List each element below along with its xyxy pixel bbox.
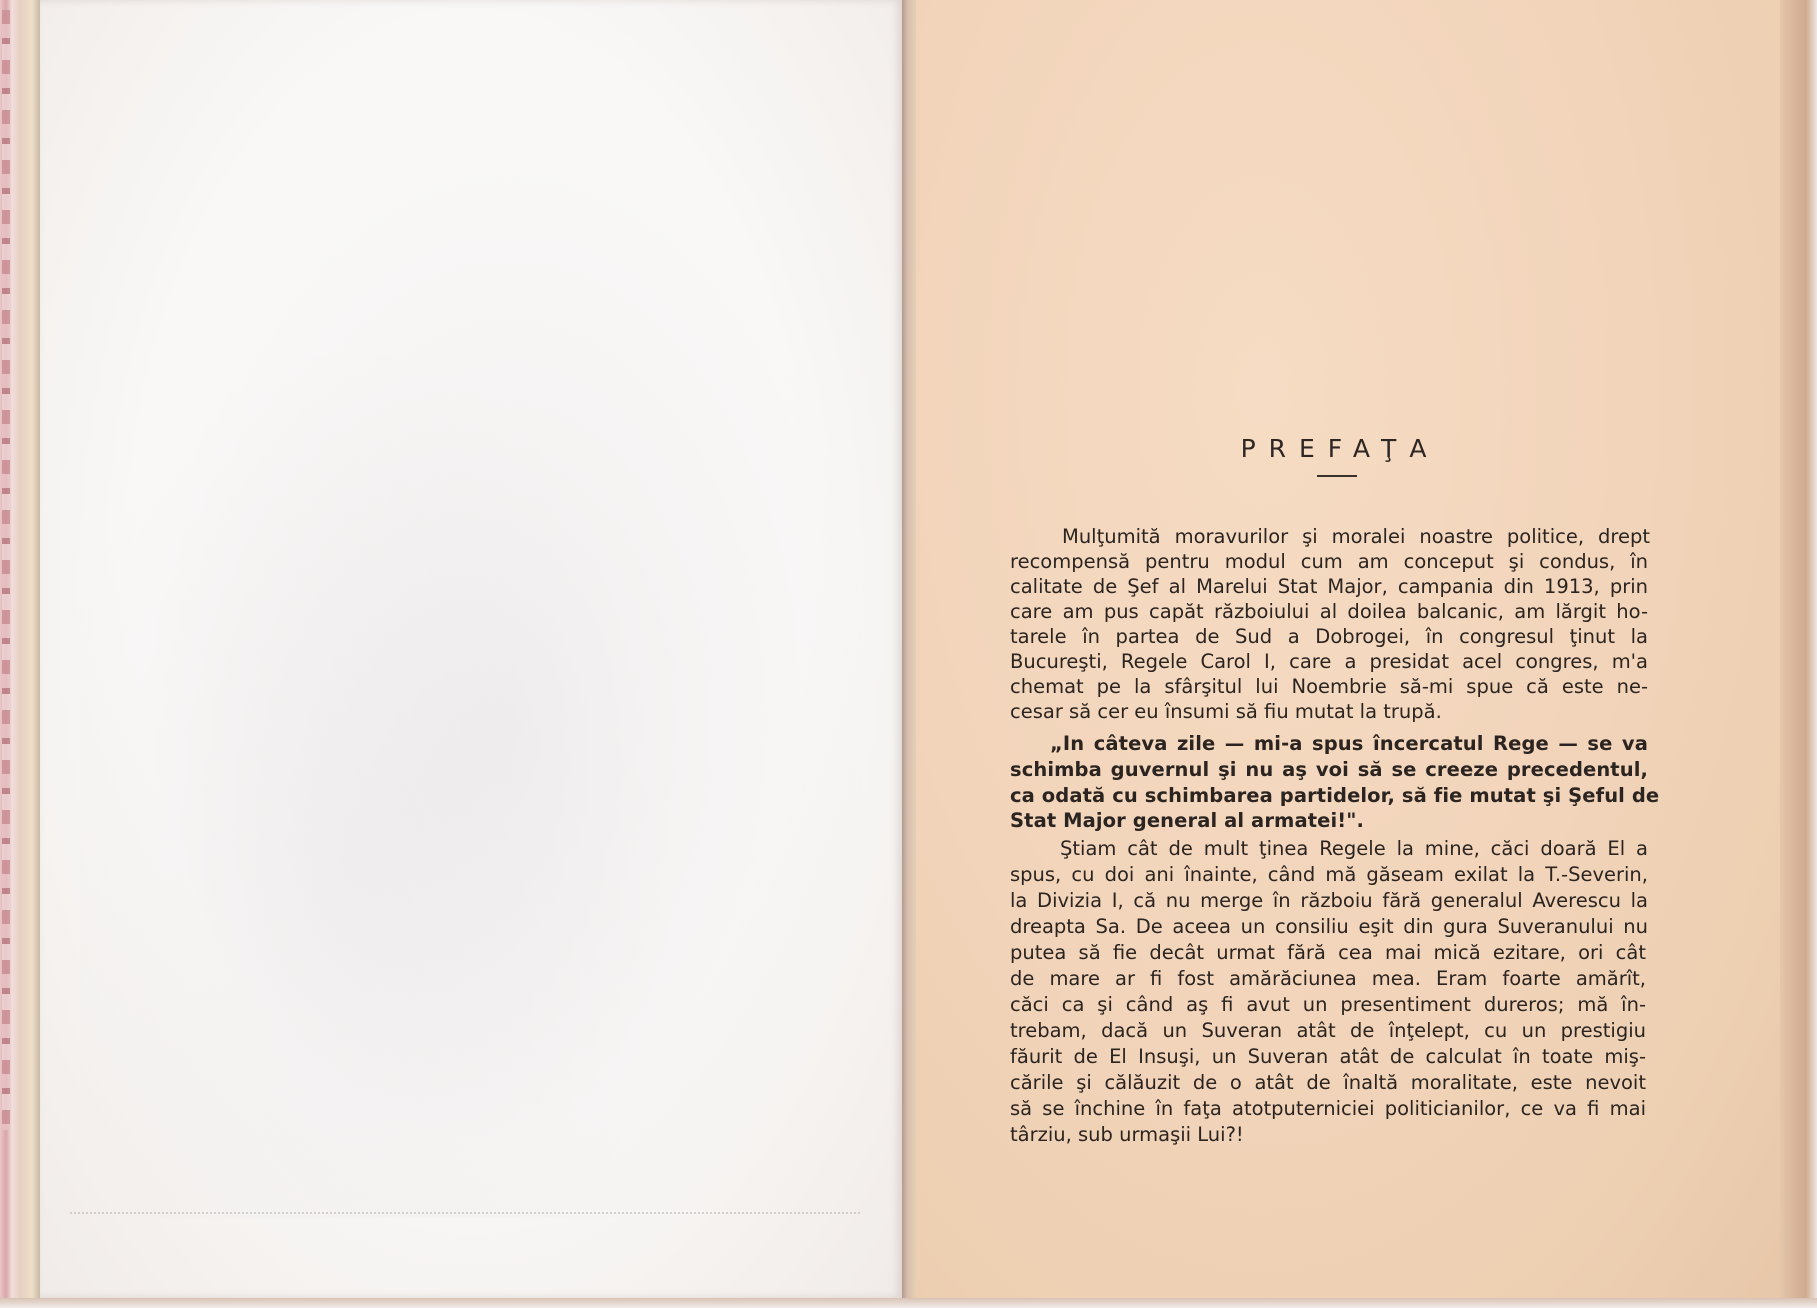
text-line: târziu, sub urmaşii Lui?!	[1010, 1123, 1244, 1146]
text-line: Mulţumită moravurilor şi moralei noastre politice, drept	[1062, 525, 1650, 548]
text-line: Stat Major general al armatei!".	[1010, 809, 1364, 832]
text-line: cesar să cer eu însumi să fiu mutat la trupă.	[1010, 700, 1442, 723]
text-line: făurit de El Insuşi, un Suveran atât de calculat în toate miş-	[1010, 1045, 1646, 1068]
show-through-rule	[70, 1212, 860, 1214]
chapter-title: PREFAŢA	[1240, 434, 1440, 463]
text-line: tarele în partea de Sud a Dobrogei, în congresul ţinut la	[1010, 625, 1648, 648]
text-line: trebam, dacă un Suveran atât de înţelept, cu un prestigiu	[1010, 1019, 1646, 1042]
text-line: calitate de Şef al Marelui Stat Major, campania din 1913, prin	[1010, 575, 1648, 598]
text-line: schimba guvernul şi nu aş voi să se creeze precedentul,	[1010, 758, 1648, 781]
text-line: recompensă pentru modul cum am conceput şi condus, în	[1010, 550, 1648, 573]
show-through-image	[80, 40, 862, 1218]
text-line: să se închine în faţa atotputerniciei politicianilor, ce va fi mai	[1010, 1097, 1646, 1120]
blank-left-page	[40, 0, 902, 1298]
text-line: spus, cu doi ani înainte, când mă găseam exilat la T.-Severin,	[1010, 863, 1648, 886]
text-line: care am pus capăt războiului al doilea balcanic, am lărgit ho-	[1010, 600, 1648, 623]
text-line: putea să fie decât urmat fără cea mai mică ezitare, ori cât	[1010, 941, 1646, 964]
text-line: chemat pe la sfârşitul lui Noembrie să-mi spue că este ne-	[1010, 675, 1648, 698]
text-line: „In câteva zile — mi-a spus încercatul Rege — se va	[1050, 732, 1648, 755]
text-line: dreapta Sa. De aceea un consiliu eşit din gura Suveranului nu	[1010, 915, 1648, 938]
book-bottom-edge	[0, 1298, 1817, 1308]
text-line: ca odată cu schimbarea partidelor, să fie mutat şi Şeful de	[1010, 784, 1660, 807]
title-underline	[1317, 475, 1357, 477]
book-gutter	[902, 0, 916, 1308]
book-edge-right	[1780, 0, 1817, 1308]
text-line: de mare ar fi fost amărăciunea mea. Eram foarte amărît,	[1010, 967, 1646, 990]
text-line: căci ca şi când aş fi avut un presentiment dureros; mă în-	[1010, 993, 1646, 1016]
text-line: la Divizia I, că nu merge în războiu fără generalul Averescu la	[1010, 889, 1648, 912]
book-cover-edge	[2, 10, 10, 1130]
text-line: Ştiam cât de mult ţinea Regele la mine, căci doară El a	[1060, 837, 1648, 860]
text-line: cările şi călăuzit de o atât de înaltă moralitate, este nevoit	[1010, 1071, 1646, 1094]
text-line: Bucureşti, Regele Carol I, care a presidat acel congres, m'a	[1010, 650, 1648, 673]
